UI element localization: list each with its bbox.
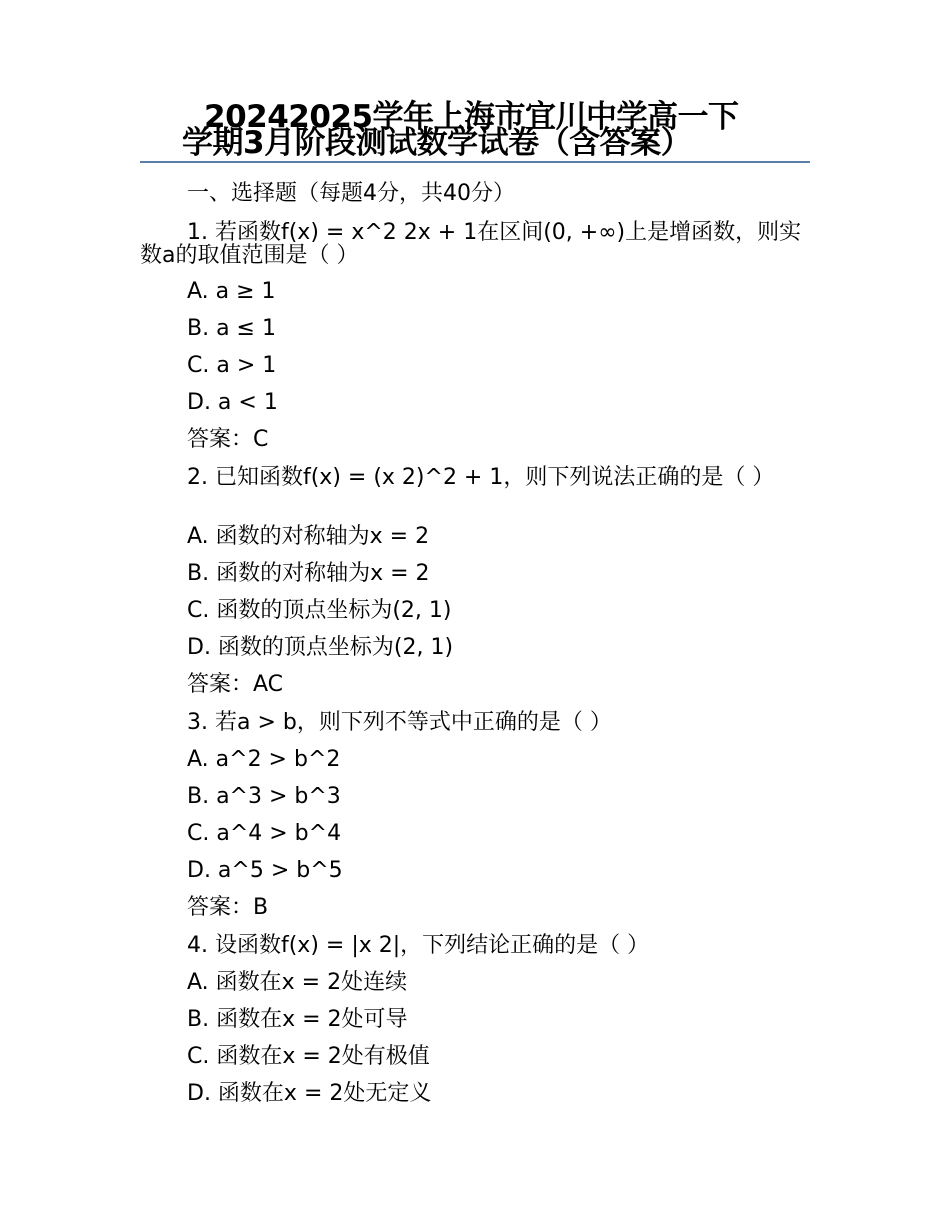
question-2-stem: 2. 已知函数f(x) = (x 2)^2 + 1，则下列说法正确的是（ ）: [187, 465, 775, 490]
section-heading: 一、选择题（每题4分，共40分）: [187, 181, 515, 206]
question-3-option-c: C. a^4 > b^4: [187, 821, 342, 846]
document-title: [140, 99, 810, 161]
question-1-option-d: D. a < 1: [187, 390, 278, 415]
question-1-option-a: A. a ≥ 1: [187, 279, 276, 304]
question-4-option-a: A. 函数在x = 2处连续: [187, 970, 408, 995]
question-3-option-a: A. a^2 > b^2: [187, 747, 341, 772]
question-2-option-b: B. 函数的对称轴为x = 2: [187, 561, 430, 586]
title-line-1: 20242025学年上海市宜川中学高一下: [204, 99, 739, 135]
question-1-option-b: B. a ≤ 1: [187, 316, 276, 341]
question-1-answer: 答案：C: [187, 427, 269, 452]
question-1-stem: 1. 若函数f(x) = x^2 2x + 1在区间(0, +∞)上是增函数，则实数a的取值范围是（ ）: [140, 220, 802, 268]
question-4-option-d: D. 函数在x = 2处无定义: [187, 1081, 432, 1106]
question-4-stem: 4. 设函数f(x) = |x 2|，下列结论正确的是（ ）: [187, 933, 650, 958]
question-2-option-c: C. 函数的顶点坐标为(2, 1): [187, 598, 452, 623]
question-3-answer: 答案：B: [187, 895, 269, 920]
question-4-option-b: B. 函数在x = 2处可导: [187, 1007, 408, 1032]
question-3-stem: 3. 若a > b，则下列不等式中正确的是（ ）: [187, 710, 612, 735]
question-2-answer: 答案：AC: [187, 672, 284, 697]
question-3-option-b: B. a^3 > b^3: [187, 784, 341, 809]
question-3-option-d: D. a^5 > b^5: [187, 858, 343, 883]
question-2-option-d: D. 函数的顶点坐标为(2, 1): [187, 635, 454, 660]
question-4-option-c: C. 函数在x = 2处有极值: [187, 1044, 430, 1069]
title-underline: [140, 161, 810, 163]
title-line-2: 学期3月阶段测试数学试卷（含答案）: [182, 125, 692, 161]
question-2-option-a: A. 函数的对称轴为x = 2: [187, 524, 430, 549]
question-1-option-c: C. a > 1: [187, 353, 277, 378]
